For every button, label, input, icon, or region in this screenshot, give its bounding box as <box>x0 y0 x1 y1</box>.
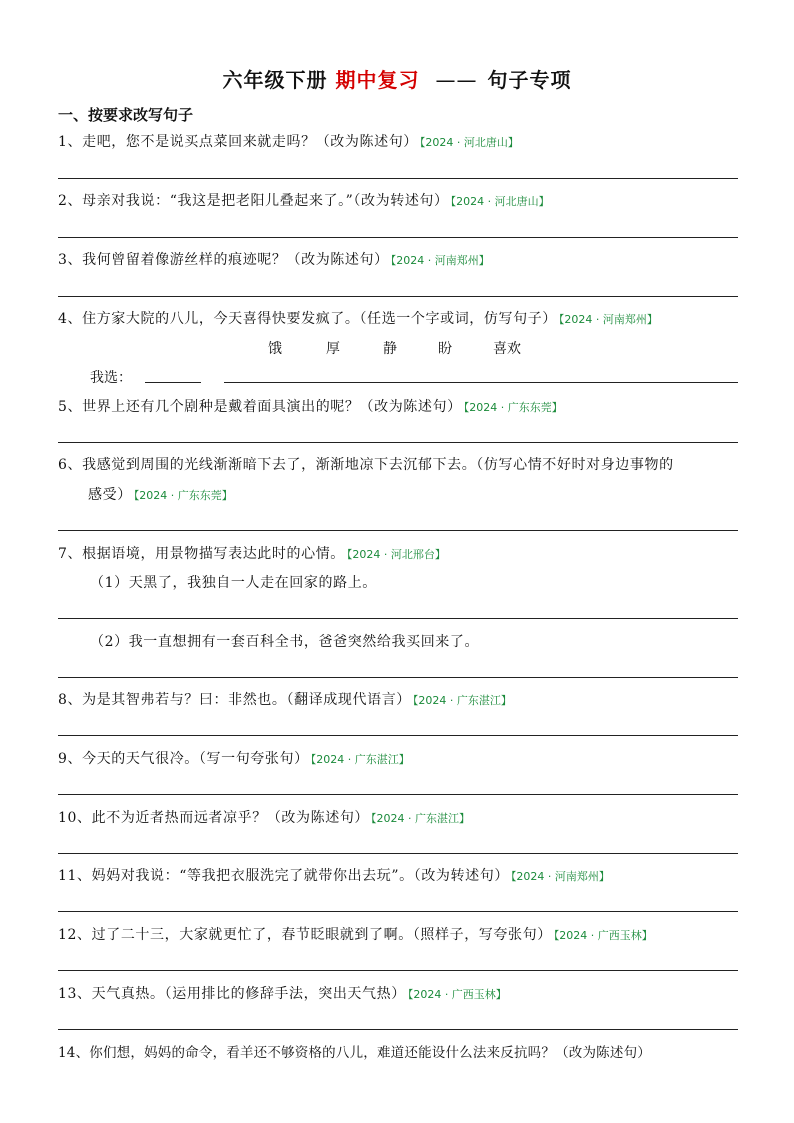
title-dash: —— <box>435 68 478 92</box>
question-5 <box>58 396 563 416</box>
answer-line[interactable] <box>58 1029 738 1030</box>
question-7 <box>58 543 446 563</box>
answer-line[interactable] <box>58 911 738 912</box>
question-6 <box>58 454 674 474</box>
choice-word[interactable]: 厚 <box>326 341 340 357</box>
source-tag: 【2024 · 广东东莞】 <box>463 401 563 414</box>
question-9 <box>58 748 410 768</box>
pick-label: 我选： <box>90 370 132 386</box>
question-text: 9、今天的天气很冷。（写一句夸张句） <box>58 751 309 767</box>
question-text: 12、过了二十三，大家就更忙了，春节眨眼就到了啊。（照样子，写夸张句） <box>58 927 552 943</box>
title-highlight: 期中复习 <box>335 68 420 92</box>
question-text: 2、母亲对我说：“我这是把老阳儿叠起来了。”（改为转述句） <box>58 193 449 209</box>
question-text: 感受） <box>88 487 132 503</box>
source-tag: 【2024 · 广东湛江】 <box>412 694 512 707</box>
source-tag: 【2024 · 广东湛江】 <box>310 753 410 766</box>
question-2 <box>58 190 550 210</box>
title-grade: 六年级下册 <box>222 68 328 92</box>
answer-line[interactable] <box>58 853 738 854</box>
answer-line[interactable] <box>58 237 738 238</box>
question-1 <box>58 131 519 151</box>
sub-question-2: （2）我一直想拥有一套百科全书，爸爸突然给我买回来了。 <box>90 634 480 650</box>
source-tag: 【2024 · 河北唐山】 <box>419 136 519 149</box>
source-tag: 【2024 · 广西玉林】 <box>407 988 507 1001</box>
question-3 <box>58 249 490 269</box>
source-tag: 【2024 · 广东东莞】 <box>133 489 233 502</box>
answer-line[interactable] <box>58 970 738 971</box>
section-heading: 一、按要求改写句子 <box>58 106 194 124</box>
choice-word[interactable]: 静 <box>383 341 397 357</box>
question-text: 3、我何曾留着像游丝样的痕迹呢？（改为陈述句） <box>58 252 389 268</box>
question-text: 6、我感觉到周围的光线渐渐暗下去了，渐渐地凉下去沉郁下去。（仿写心情不好时对身边事物的 <box>58 457 674 473</box>
source-tag: 【2024 · 河北唐山】 <box>450 195 550 208</box>
chosen-word-blank[interactable] <box>145 382 201 383</box>
question-12 <box>58 924 653 944</box>
question-8 <box>58 689 512 709</box>
question-text: 4、住方家大院的八儿，今天喜得快要发疯了。（任选一个字或词，仿写句子） <box>58 311 557 327</box>
question-13 <box>58 983 507 1003</box>
source-tag: 【2024 · 河南郑州】 <box>390 254 490 267</box>
choice-word[interactable]: 饿 <box>268 341 282 357</box>
source-tag: 【2024 · 河南郑州】 <box>510 870 610 883</box>
question-text: 7、根据语境，用景物描写表达此时的心情。 <box>58 546 345 562</box>
answer-line[interactable] <box>58 530 738 531</box>
question-text: 10、此不为近者热而远者凉乎？（改为陈述句） <box>58 810 370 826</box>
choice-word[interactable]: 喜欢 <box>493 341 521 357</box>
question-text: 14、你们想，妈妈的命令，看羊还不够资格的八儿，难道还能设什么法来反抗吗？（改为陈述句） <box>58 1045 651 1061</box>
choice-word[interactable]: 盼 <box>438 341 452 357</box>
question-text: 5、世界上还有几个剧种是戴着面具演出的呢？（改为陈述句） <box>58 399 462 415</box>
question-text: 8、为是其智弗若与？曰：非然也。（翻译成现代语言） <box>58 692 411 708</box>
page-title <box>0 64 794 93</box>
question-text: 13、天气真热。（运用排比的修辞手法，突出天气热） <box>58 986 406 1002</box>
question-6-cont <box>88 484 233 504</box>
question-text: 1、走吧，您不是说买点菜回来就走吗？（改为陈述句） <box>58 134 418 150</box>
sub-question-1: （1）天黑了，我独自一人走在回家的路上。 <box>90 575 377 591</box>
source-tag: 【2024 · 广东湛江】 <box>371 812 470 825</box>
question-14 <box>58 1041 651 1061</box>
question-text: 11、妈妈对我说：“等我把衣服洗完了就带你出去玩”。（改为转述句） <box>58 868 509 884</box>
question-4 <box>58 308 658 328</box>
answer-line[interactable] <box>58 178 738 179</box>
answer-line[interactable] <box>224 382 738 383</box>
question-11 <box>58 865 610 885</box>
source-tag: 【2024 · 河北邢台】 <box>346 548 446 561</box>
answer-line[interactable] <box>58 677 738 678</box>
answer-line[interactable] <box>58 296 738 297</box>
answer-line[interactable] <box>58 794 738 795</box>
question-10 <box>58 807 470 827</box>
source-tag: 【2024 · 河南郑州】 <box>558 313 658 326</box>
title-topic: 句子专项 <box>487 68 572 92</box>
answer-line[interactable] <box>58 442 738 443</box>
answer-line[interactable] <box>58 618 738 619</box>
source-tag: 【2024 · 广西玉林】 <box>553 929 653 942</box>
answer-line[interactable] <box>58 735 738 736</box>
